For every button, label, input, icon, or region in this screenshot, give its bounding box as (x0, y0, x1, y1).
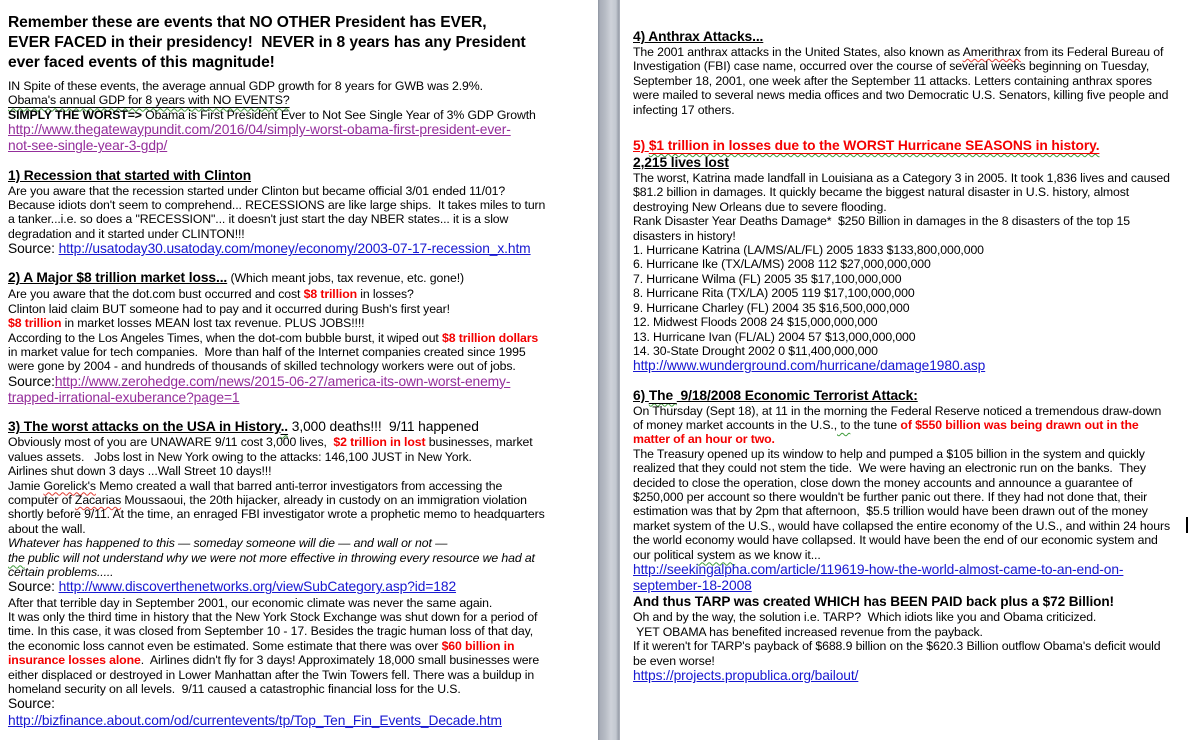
text-run: shortly before 9/11. At the time, an enraged FBI investigator wrote a prophetic memo to headquarters (8, 507, 545, 522)
text-line (633, 594, 1195, 610)
red-emphasis-text (649, 138, 1100, 153)
text-run: Because idiots don't seem to comprehend... RECESSIONS are like large ships. It takes miles to turn (8, 198, 546, 213)
hyperlink[interactable]: http://www.wunderground.com/hurricane/damage1980.asp (633, 358, 986, 374)
red-emphasis-text: $8 trillion (8, 316, 62, 331)
text-run: destroying New Orleans due to severe flooding. (633, 199, 887, 214)
text-run: public will not understand why we were not more effective in throwing every resource we had at (24, 550, 535, 565)
text-run: On Thursday (Sept 18), at 11 in the morning the Federal Reserve noticed a tremendous draw-down (633, 403, 1162, 418)
text-run: decided to close the operation, close down the money accounts and announce a guarantee of (633, 475, 1133, 490)
text-run: Source: (8, 696, 55, 712)
text-run: were gone by 2004 - and hundreds of thousands of skilled technology workers were out of jobs. (8, 359, 516, 374)
text-line (8, 435, 596, 449)
block-p (8, 435, 596, 579)
text-line (633, 504, 1195, 518)
text-run: ever faced events of this magnitude! (8, 54, 275, 71)
block-p (8, 79, 596, 122)
text-line (8, 668, 596, 682)
block-strong (633, 594, 1195, 610)
hyperlink[interactable]: http://usatoday30.usatoday.com/money/economy/2003-07-17-recession_x.htm (58, 241, 531, 257)
text-run: as we know it... (735, 547, 821, 562)
text-run: The worst, Katrina made landfall in Louisiana as a Category 3 in 2005. It took 1,836 lives and caused (633, 171, 1170, 186)
text-run: Source: (8, 373, 55, 389)
block-src (8, 241, 596, 257)
text-line (8, 287, 596, 301)
block-src (633, 562, 1195, 594)
text-run: from its Federal Bureau of (1020, 45, 1164, 59)
grammar-flagged-text (281, 419, 288, 434)
text-line (633, 387, 1195, 404)
text-run: degradation and it started under CLINTON!!! (8, 226, 245, 241)
grammar-flagged-text: system (696, 547, 736, 562)
text-run: Remember these are events that NO OTHER President has EVER, (8, 14, 487, 31)
red-emphasis-text: insurance losses alone (8, 653, 141, 668)
hyperlink[interactable]: https://projects.propublica.org/bailout/ (633, 668, 859, 684)
text-line (8, 610, 596, 624)
text-line (8, 33, 596, 53)
text-line (8, 13, 596, 33)
text-line (8, 316, 596, 330)
text-line (8, 579, 596, 595)
text-run: SIMPLY THE WORST=> (8, 107, 142, 122)
text-run: Investigation (FBI) case name, occurred over the course of several weeks beginning on Tuesday, (633, 59, 1150, 74)
text-line (8, 198, 596, 212)
text-line (8, 167, 596, 184)
red-emphasis-text: $8 trillion dollars (442, 330, 539, 345)
text-line (8, 639, 596, 653)
text-line (633, 257, 1195, 271)
text-run: in market losses MEAN lost tax revenue. PLUS JOBS!!!! (61, 316, 365, 331)
text-line (8, 302, 596, 316)
text-run: 1) Recession that started with Clinton (8, 167, 252, 183)
text-line (8, 522, 596, 536)
text-run: Rank Disaster Year Deaths Damage* $250 Billion in damages in the 8 disasters of the top 15 (633, 214, 1130, 229)
block-src (8, 374, 596, 406)
text-line (8, 184, 596, 198)
text-run: YET OBAMA has benefited increased revenue from the payback. (633, 624, 983, 639)
text-line (633, 404, 1195, 418)
text-line (8, 331, 596, 345)
hyperlink[interactable]: http://www.discoverthenetworks.org/viewSubCategory.asp?id=182 (58, 579, 457, 595)
text-run: Are you aware that the recession started under Clinton but became official 3/01 ended 11/01? (8, 183, 506, 198)
text-line (633, 185, 1195, 199)
text-run: businesses, market (425, 435, 533, 450)
text-run: our political (633, 547, 697, 562)
text-line (8, 227, 596, 241)
text-cursor (1186, 517, 1188, 533)
block-title (8, 13, 596, 73)
text-line (633, 654, 1195, 668)
text-line (633, 610, 1195, 624)
text-run: estimation was that by 2pm that afternoon, $5.5 trillion would have been drawn out of the money (633, 504, 1148, 519)
text-line (8, 507, 596, 521)
text-line (633, 88, 1195, 102)
text-line (633, 476, 1195, 490)
block-head (633, 137, 1195, 171)
text-line (633, 272, 1195, 286)
text-run: 12. Midwest Floods 2008 24 $15,000,000,000 (633, 315, 878, 330)
text-line (8, 212, 596, 226)
text-run: the (8, 550, 25, 565)
text-run: Obama is First President Ever to Not See Single Year of 3% GDP Growth (141, 107, 536, 122)
text-run: homeland security on all levels. 9/11 caused a catastrophic financial loss for the U.S. (8, 682, 461, 696)
text-line (633, 625, 1195, 639)
text-run: Are you aware that the dot.com bust occurred and cost (8, 287, 304, 302)
text-run: Source: (8, 579, 59, 595)
text-run: 4) Anthrax Attacks... (633, 29, 764, 44)
text-line (8, 79, 596, 93)
text-line (8, 624, 596, 638)
document-page-left[interactable] (0, 0, 598, 740)
text-run: According to the Los Angeles Times, when the dot-com bubble burst, it wiped out (8, 330, 443, 345)
text-run: Clinton laid claim BUT someone had to pay and it occurred during Bush's first year! (8, 301, 450, 316)
misspelled-word: Amerithrax (962, 45, 1021, 59)
text-run: Airlines shut down 3 days ...Wall Street 10 days!!! (8, 464, 272, 479)
text-run: EVER FACED in their presidency! NEVER in 8 years has any President (8, 34, 526, 51)
hyperlink[interactable]: not-see-single-year-3-gdp/ (8, 138, 168, 154)
grammar-flagged-text (8, 551, 25, 565)
text-run: Obviously most of you are UNAWARE 9/11 cost 3,000 lives, (8, 435, 334, 450)
text-run: 9. Hurricane Charley (FL) 2004 35 $16,500,000,000 (633, 300, 910, 315)
text-run: market system of the U.S., would have collapsed the entire economy of the U.S., and within 24 hours (633, 518, 1170, 533)
text-run: The Treasury opened up its window to help and pumped a $105 billion in the system and quickly (633, 446, 1145, 461)
text-line (633, 301, 1195, 315)
block-src (633, 358, 1195, 374)
text-line (633, 200, 1195, 214)
text-line (8, 479, 596, 493)
text-run: about the wall. (8, 521, 86, 536)
text-run: Whatever has happened to this — someday someone will die — and wall or not — (8, 536, 448, 551)
block-p (633, 171, 1195, 358)
text-line (633, 45, 1195, 59)
text-line (633, 59, 1195, 73)
text-run: be even worse! (633, 653, 715, 668)
text-run: 8. Hurricane Rita (TX/LA) 2005 119 $17,100,000,000 (633, 286, 915, 301)
text-line (8, 241, 596, 257)
hyperlink[interactable]: http://www.thegatewaypundit.com/2016/04/simply-worst-obama-first-president-ever- (8, 122, 511, 138)
text-line (8, 138, 596, 154)
text-run: the world economy would have collapsed. It would have been the end of our economic system and (633, 533, 1158, 548)
hyperlink[interactable]: september-18-2008 (633, 578, 752, 594)
block-p (633, 404, 1195, 562)
block-src (8, 122, 596, 154)
text-line (8, 269, 596, 287)
text-run: The 2001 anthrax attacks in the United States, also known as (633, 45, 963, 59)
text-run: the tune (850, 417, 901, 432)
text-run: computer of (8, 492, 75, 507)
block-src (633, 668, 1195, 684)
text-line (8, 464, 596, 478)
block-head (8, 418, 596, 435)
text-run: 14. 30-State Drought 2002 0 $11,400,000,000 (633, 343, 878, 358)
text-run: 2) A Major $8 trillion market loss... (8, 270, 228, 286)
block-src (8, 696, 596, 728)
text-run: 3,000 deaths!!! 9/11 happened (288, 419, 479, 435)
text-line (8, 536, 596, 550)
block-head (8, 269, 596, 287)
text-line (633, 490, 1195, 504)
red-emphasis-text: $8 trillion (303, 287, 357, 302)
text-line (633, 562, 1195, 578)
text-line (633, 519, 1195, 533)
text-run: the economic loss cannot even be estimated. Some estimate that there was over (8, 638, 442, 653)
text-line (8, 565, 596, 579)
text-run: $81.2 billion in damages. It quickly became the biggest natural disaster in U.S. history, almost (633, 185, 1130, 200)
text-run: certain problems..... (8, 564, 114, 579)
text-line (8, 696, 596, 712)
text-line (8, 418, 596, 435)
text-line (8, 122, 596, 138)
text-run: in market value for tech companies. More than half of the Internet companies created since 1995 (8, 345, 526, 360)
text-line (8, 682, 596, 696)
block-head (633, 28, 1195, 45)
text-line (8, 596, 596, 610)
text-line (633, 344, 1195, 358)
text-run: 7. Hurricane Wilma (FL) 2005 35 $17,100,000,000 (633, 271, 902, 286)
hyperlink[interactable]: trapped-irrational-exuberance?page=1 (8, 390, 240, 406)
text-line (633, 214, 1195, 228)
red-emphasis-text: of $550 billion was being drawn out in the (900, 417, 1139, 432)
document-page-right[interactable] (620, 0, 1197, 740)
text-run: Memo created a wall that barred anti-terror investigators from accessing the (95, 478, 503, 493)
text-run: Oh and by the way, the solution i.e. TARP? Which idiots like you and Obama criticized. (633, 610, 1097, 625)
text-run: 3) The worst attacks on the USA in History (8, 419, 281, 435)
grammar-flagged-text (649, 388, 677, 403)
block-head (8, 167, 596, 184)
misspelled-word: Gorelick's (43, 478, 96, 493)
text-run: Jamie (8, 478, 44, 493)
text-run: After that terrible day in September 2001, our economic climate was never the same again. (8, 595, 493, 610)
block-head (633, 387, 1195, 404)
red-emphasis-text: $60 billion in (441, 638, 515, 653)
text-line (633, 548, 1195, 562)
text-run: of money market accounts in the U.S., (633, 417, 838, 432)
text-run: 2,215 lives lost (633, 155, 729, 171)
text-line (633, 286, 1195, 300)
text-line (633, 103, 1195, 117)
text-line (8, 450, 596, 464)
text-run: infecting 17 others. (633, 102, 735, 117)
text-line (633, 243, 1195, 257)
text-line (633, 639, 1195, 653)
text-line (8, 551, 596, 565)
text-line (8, 713, 596, 729)
text-line (8, 108, 596, 122)
text-line (8, 359, 596, 373)
text-line (633, 461, 1195, 475)
text-run: If it weren't for TARP's payback of $688.9 billion on the $620.3 Billion outflow Obama's deficit would (633, 639, 1161, 654)
text-line (633, 578, 1195, 594)
text-line (8, 390, 596, 406)
text-run: Obama's annual GDP for 8 years with NO EVENTS? (8, 93, 290, 108)
hyperlink[interactable]: http://bizfinance.about.com/od/currentevents/tp/Top_Ten_Fin_Events_Decade.htm (8, 712, 502, 728)
red-emphasis-text: $2 trillion in lost (333, 435, 426, 450)
hyperlink[interactable]: http://seekingalpha.com/article/119619-how-the-world-almost-came-to-an-end-on- (633, 561, 1124, 577)
block-src (8, 579, 596, 595)
text-line (633, 432, 1195, 446)
text-line (633, 74, 1195, 88)
text-run: 13. Hurricane Ivan (FL/AL) 2004 57 $13,000,000,000 (633, 329, 916, 344)
text-run: Source: (8, 241, 59, 257)
text-run: $250,000 per account so there wouldn't be further panic out there. If they had not done that, their (633, 489, 1148, 504)
text-line (633, 28, 1195, 45)
text-run: values assets. Jobs lost in New York owing to the attacks: 146,100 JUST in New York. (8, 449, 472, 464)
text-line (633, 154, 1195, 171)
text-run: It was only the third time in history that the New York Stock Exchange was shut down for a period of (8, 609, 538, 624)
text-run: 6) (633, 387, 649, 403)
text-line (633, 229, 1195, 243)
text-line (8, 493, 596, 507)
block-p (8, 287, 596, 373)
block-gap (633, 117, 1195, 125)
text-run: realized that they could not stem the tide. We were having an electronic run on the banks. They (633, 461, 1146, 476)
text-run: were mailed to several news media offices and two Democratic U.S. Senators, killing five people and (633, 88, 1169, 103)
text-line (633, 533, 1195, 547)
page-divider (598, 0, 620, 740)
red-emphasis-text: $1 trillion in losses due to the WORST Hurricane SEASONS in history. (648, 138, 1100, 154)
text-run: 1. Hurricane Katrina (LA/MS/AL/FL) 2005 1833 $133,800,000,000 (633, 243, 984, 258)
text-line (8, 374, 596, 390)
text-line (633, 418, 1195, 432)
text-run: Moussaoui, the 20th hijacker, already in custody on an immigration violation (121, 492, 527, 507)
text-run: IN Spite of these events, the average annual GDP growth for 8 years for GWB was 2.9%. (8, 79, 483, 93)
text-line (633, 171, 1195, 185)
block-p (633, 45, 1195, 117)
text-line (633, 315, 1195, 329)
text-run: The (648, 387, 677, 403)
text-line (633, 330, 1195, 344)
text-line (8, 93, 596, 107)
red-emphasis-text: 5) (633, 138, 649, 154)
text-run: (Which meant jobs, tax revenue, etc. gone!) (227, 271, 465, 286)
block-p (8, 596, 596, 697)
text-line (8, 53, 596, 73)
text-line (8, 653, 596, 667)
block-p (633, 610, 1195, 668)
grammar-flagged-text: to (837, 417, 851, 432)
text-run: in losses? (356, 287, 414, 302)
text-line (633, 358, 1195, 374)
text-run: a tanker...i.e. so does a "RECESSION"... it doesn't just start the day NBER states... it is a slow (8, 212, 509, 227)
text-run: 6. Hurricane Ike (TX/LA/MS) 2008 112 $27,000,000,000 (633, 257, 931, 272)
text-run: .. (280, 419, 289, 435)
text-line (633, 668, 1195, 684)
misspelled-word: Zacarias (74, 492, 122, 507)
text-line (8, 345, 596, 359)
text-run: 9/18/2008 Economic Terrorist Attack: (676, 387, 918, 403)
text-line (633, 447, 1195, 461)
text-run: time. In this case, it was closed from September 10 - 17. Besides the tragic human loss of that day, (8, 624, 533, 639)
text-run: disasters in history! (633, 228, 736, 243)
text-run: September 18, 2001, one week after the September 11 attacks. Letters containing anthrax spores (633, 73, 1152, 88)
block-p (8, 184, 596, 242)
text-run: And thus TARP was created WHICH has BEEN PAID back plus a $72 Billion! (633, 594, 1114, 610)
grammar-flagged-text (8, 93, 290, 107)
text-line (633, 137, 1195, 154)
hyperlink[interactable]: http://www.zerohedge.com/news/2015-06-27/america-its-own-worst-enemy- (54, 373, 511, 389)
red-emphasis-text: matter of an hour or two. (633, 432, 775, 447)
text-run: either displaced or destroyed in Lower Manhattan after the Twin Towers fell. There was a buildup in (8, 667, 535, 682)
text-run: . Airlines didn't fly for 3 days! Approximately 18,000 small businesses were (140, 653, 540, 668)
